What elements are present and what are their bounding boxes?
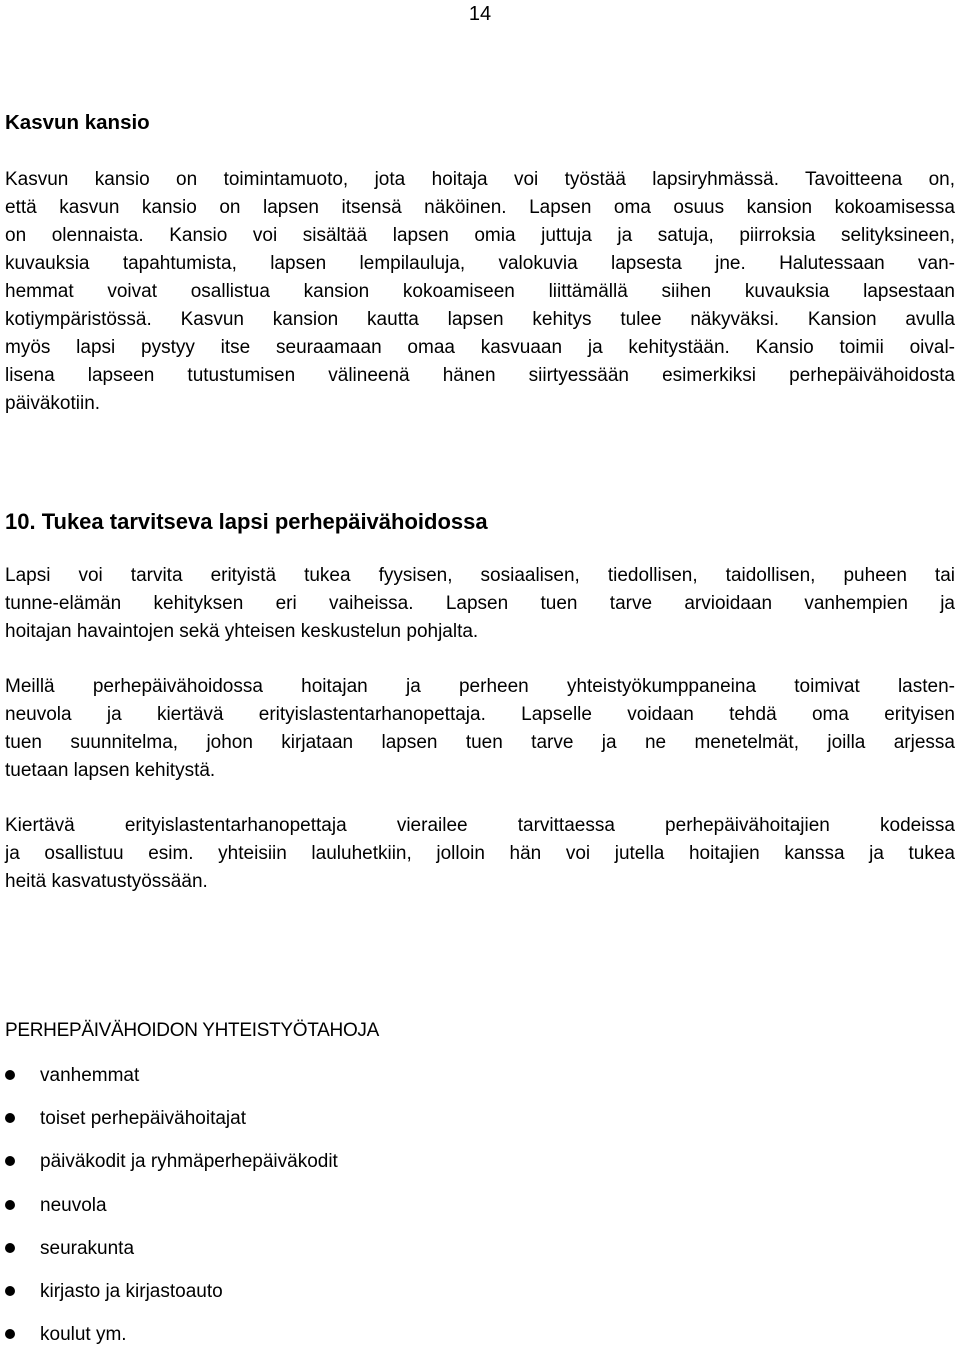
bullet-icon: [5, 1243, 15, 1253]
paragraph-kiertava-opettaja: [5, 812, 955, 896]
page-number: 14: [468, 3, 492, 25]
partners-list-title: PERHEPÄIVÄHOIDON YHTEISTYÖTAHOJA: [5, 1020, 379, 1041]
text-line: Lapsi voi tarvita erityistä tukea fyysisen, sosiaalisen, tiedollisen, taidollisen, puheen tai: [5, 565, 955, 586]
bullet-icon: [5, 1070, 15, 1080]
text-line: tuetaan lapsen kehitystä.: [5, 760, 216, 781]
text-line: Kasvun kansio on toimintamuoto, jota hoitaja voi työstää lapsiryhmässä. Tavoitteena on,: [5, 169, 955, 190]
text-line: tuen suunnitelma, johon kirjataan lapsen tuen tarve ja ne menetelmät, joilla arjessa: [5, 732, 955, 753]
paragraph-kasvun-kansio: [5, 166, 955, 418]
text-line: päiväkotiin.: [5, 393, 101, 414]
bullet-icon: [5, 1156, 15, 1166]
text-line: kuvauksia tapahtumista, lapsen lempilauluja, valokuvia lapsesta jne. Halutessaan van-: [5, 253, 955, 274]
text-line: on olennaista. Kansio voi sisältää lapsen omia juttuja ja satuja, piirroksia selityksineen,: [5, 225, 955, 246]
section-title-tukea-tarvitseva-lapsi: 10. Tukea tarvitseva lapsi perhepäivähoidossa: [5, 509, 488, 534]
list-item-label: toiset perhepäivähoitajat: [40, 1108, 246, 1130]
text-line: Kiertävä erityislastentarhanopettaja vierailee tarvittaessa perhepäivähoitajien kodeissa: [5, 815, 955, 836]
bullet-icon: [5, 1286, 15, 1296]
text-line: ja osallistuu esim. yhteisiin lauluhetkiin, jolloin hän voi jutella hoitajien kanssa ja tukea: [5, 843, 955, 864]
text-line: myös lapsi pystyy itse seuraamaan omaa kasvuaan ja kehitystään. Kansio toimii oival-: [5, 337, 955, 358]
list-item-label: koulut ym.: [40, 1324, 127, 1346]
text-line: tunne-elämän kehityksen eri vaiheissa. Lapsen tuen tarve arvioidaan vanhempien ja: [5, 593, 955, 614]
paragraph-tuen-tarve: [5, 562, 955, 646]
text-line: neuvola ja kiertävä erityislastentarhanopettaja. Lapselle voidaan tehdä oma erityisen: [5, 704, 955, 725]
text-line: heitä kasvatustyössään.: [5, 871, 208, 892]
text-line: lisena lapseen tutustumisen välineenä hänen siirtyessään esimerkiksi perhepäivähoidosta: [5, 365, 955, 386]
text-line: että kasvun kansio on lapsen itsensä näköinen. Lapsen oma osuus kansion kokoamisessa: [5, 197, 955, 218]
list-item-label: päiväkodit ja ryhmäperhepäiväkodit: [40, 1151, 338, 1173]
bullet-icon: [5, 1329, 15, 1339]
text-line: hemmat voivat osallistua kansion kokoamiseen liittämällä siihen kuvauksia lapsestaan: [5, 281, 955, 302]
text-line: hoitajan havaintojen sekä yhteisen keskustelun pohjalta.: [5, 621, 479, 642]
list-item-label: seurakunta: [40, 1237, 135, 1259]
text-line: Meillä perhepäivähoidossa hoitajan ja perheen yhteistyökumppaneina toimivat lasten-: [5, 676, 955, 697]
section-title-kasvun-kansio: Kasvun kansio: [5, 111, 150, 134]
paragraph-yhteistyokumppanit: [5, 673, 955, 785]
list-item-label: vanhemmat: [40, 1065, 140, 1086]
bullet-icon: [5, 1113, 15, 1123]
bullet-icon: [5, 1200, 15, 1210]
list-item-label: neuvola: [40, 1194, 107, 1216]
text-line: kotiympäristössä. Kasvun kansion kautta lapsen kehitys tulee näkyväksi. Kansion avulla: [5, 309, 955, 330]
list-item-label: kirjasto ja kirjastoauto: [40, 1280, 223, 1302]
